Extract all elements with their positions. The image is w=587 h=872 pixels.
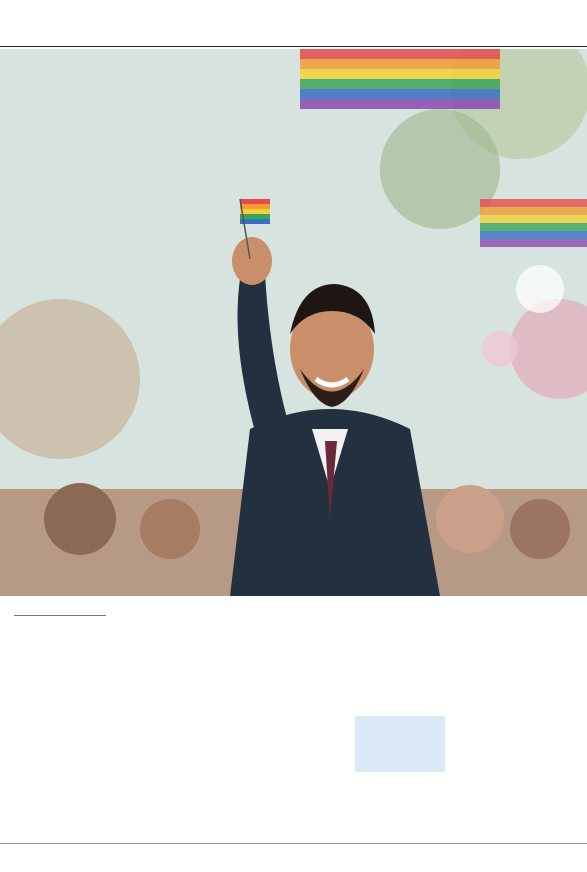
article-column-4b bbox=[311, 775, 403, 839]
article-column-5 bbox=[410, 613, 502, 839]
pull-quote bbox=[212, 746, 304, 839]
article-column-3 bbox=[212, 613, 304, 743]
article-divider bbox=[0, 843, 587, 844]
article-column-6 bbox=[509, 613, 577, 839]
article-column-2 bbox=[113, 613, 205, 839]
byline bbox=[14, 613, 106, 616]
article-column-4 bbox=[311, 613, 403, 713]
article-column-1 bbox=[14, 613, 106, 839]
